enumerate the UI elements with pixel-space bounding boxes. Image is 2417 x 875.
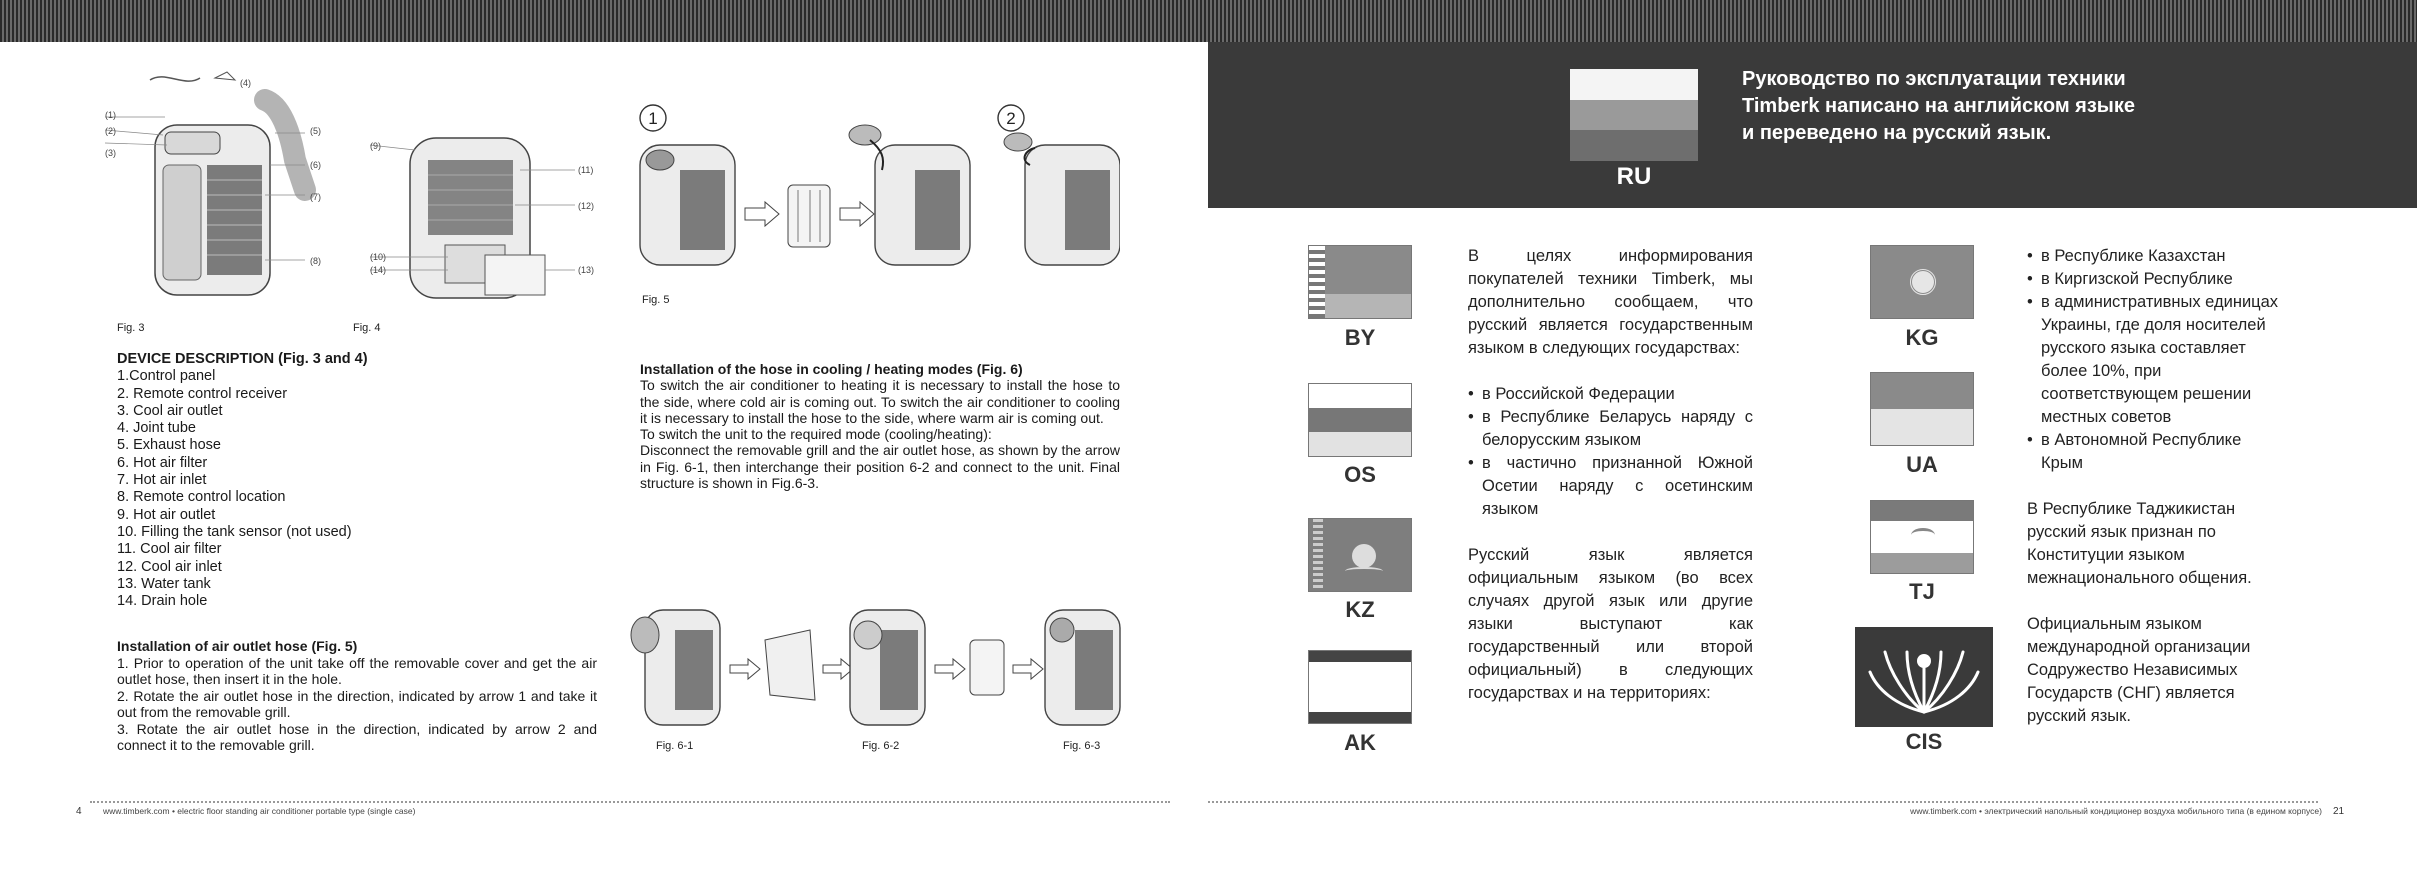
fig6-1-caption: Fig. 6-1 (656, 740, 694, 752)
fig3-label: (8) (310, 256, 321, 266)
flag-code: KZ (1345, 597, 1375, 622)
list-item: • в Республике Казахстан (2027, 245, 2285, 268)
by-flag-icon (1308, 245, 1412, 319)
cis-emblem-icon (1855, 627, 1993, 727)
flag-code: UA (1906, 452, 1938, 477)
fig3-label: (2) (105, 126, 116, 136)
list-item: 5. Exhaust hose (117, 437, 221, 454)
fig4-label: (13) (578, 265, 595, 275)
fig6-mode-switch-illustration (625, 595, 1130, 735)
page-number: 21 (2333, 806, 2345, 817)
fig3-label: (6) (310, 160, 321, 170)
fig3-label: (1) (105, 110, 116, 120)
fig3-unit-illustration (105, 70, 335, 305)
fig3-label: (3) (105, 148, 116, 158)
fig3-label: (7) (310, 192, 321, 202)
footer-divider (90, 801, 1170, 803)
list-item: 3. Rotate the air outlet hose in the direction, indicated by arrow 2 and connect it to the removable grill. (117, 720, 597, 753)
kg-flag-icon (1870, 245, 1974, 319)
ak-flag-icon (1308, 650, 1412, 724)
list-item: 1.Control panel (117, 368, 216, 385)
page-number: 4 (76, 806, 82, 817)
ua-flag-icon (1870, 372, 1974, 446)
list-item: • в Российской Федерации (1468, 383, 1753, 406)
fig4-label: (10) (370, 252, 387, 262)
list-item: 7. Hot air inlet (117, 472, 207, 489)
list-item: 14. Drain hole (117, 593, 208, 610)
list-item: 10. Filling the tank sensor (not used) (117, 523, 352, 540)
os-flag-icon (1308, 383, 1412, 457)
device-description-heading: DEVICE DESCRIPTION (Fig. 3 and 4) (117, 351, 368, 367)
list-item: 13. Water tank (117, 575, 211, 592)
fig4-caption: Fig. 4 (353, 322, 381, 334)
fig6-2-caption: Fig. 6-2 (862, 740, 900, 752)
ru-state-language-list (1468, 383, 1753, 521)
flag-code: CIS (1905, 729, 1943, 754)
list-item: 1. Prior to operation of the unit take off the removable cover and get the air outlet hose, then insert it in the hole. (117, 654, 597, 687)
step-2-label: 2 (1006, 109, 1016, 128)
list-item: • в Автономной Республике Крым (2027, 429, 2285, 475)
ru-official-territories-list (2027, 245, 2285, 475)
ru-official-paragraph: Русский язык является официальным языком (во всех случаях другой язык или другие языки выступают как государственный или второй официальный) в следующих государствах и на территориях: (1468, 546, 1753, 702)
fig5-hose-removal-illustration (620, 100, 1120, 280)
list-item: 8. Remote control location (117, 489, 286, 506)
list-item: • в Республике Беларусь наряду с белорусским языком (1468, 406, 1753, 452)
modes-paragraph: To switch the air conditioner to heating it is necessary to install the hose to the side, where cold air is coming out. To switch the air conditioner to cooling it is necessary to install the hose to the side, where warm air is coming out. (640, 377, 1120, 426)
modes-section (640, 361, 1120, 491)
step-1-label: 1 (648, 109, 658, 128)
fig4-label: (11) (578, 165, 594, 175)
header-stripe-right (1208, 0, 2417, 42)
header-stripe-left (0, 0, 1208, 42)
flag-code: AK (1344, 730, 1376, 755)
outlet-hose-section (117, 638, 597, 754)
list-item: 6. Hot air filter (117, 454, 208, 471)
fig5-caption: Fig. 5 (642, 294, 670, 306)
fig3-label: (4) (240, 78, 251, 88)
flag-code: TJ (1909, 579, 1935, 604)
fig4-unit-back-illustration (370, 130, 600, 300)
list-item: • в Киргизской Республике (2027, 268, 2285, 291)
device-description (117, 351, 417, 610)
ru-tajik-paragraph: В Республике Таджикистан русский язык признан по Конституции языком межнационального общения. (2027, 500, 2252, 587)
flag-code: BY (1344, 325, 1376, 350)
footer-text: www.timberk.com • electric floor standing air conditioner portable type (single case) (103, 806, 416, 816)
flag-code: OS (1344, 462, 1376, 487)
list-item: • в частично признанной Южной Осетии наряду с осетинским языком (1468, 452, 1753, 521)
fig4-label: (12) (578, 201, 595, 211)
fig3-label: (5) (310, 126, 321, 136)
list-item: 2. Rotate the air outlet hose in the direction, indicated by arrow 1 and take it out from the removable grill. (117, 687, 597, 720)
list-item: 9. Hot air outlet (117, 506, 216, 523)
footer-text: www.timberk.com • электрический напольный кондиционер воздуха мобильного типа (в едином корпусе) (1910, 806, 2322, 816)
list-item: • в административных единицах Украины, где доля носителей русского языка составляет более 10%, при соответствующем решении местных советов (2027, 291, 2285, 429)
list-item: 3. Cool air outlet (117, 402, 223, 419)
fig4-label: (14) (370, 265, 387, 275)
ru-intro-paragraph: В целях информирования покупателей техники Timberk, мы дополнительно сообщаем, что русский является государственным языком в следующих государствах: (1468, 247, 1753, 357)
ru-info-column-2 (2027, 245, 2285, 728)
modes-paragraph: To switch the unit to the required mode (cooling/heating): (640, 426, 992, 443)
outlet-hose-heading: Installation of air outlet hose (Fig. 5) (117, 638, 358, 654)
fig4-label: (9) (370, 141, 381, 151)
ru-flag-code: RU (1616, 163, 1652, 190)
modes-heading: Installation of the hose in cooling / heating modes (Fig. 6) (640, 361, 1023, 377)
list-item: 12. Cool air inlet (117, 558, 222, 575)
fig6-3-caption: Fig. 6-3 (1063, 740, 1101, 752)
kz-flag-icon (1308, 518, 1412, 592)
ru-cis-paragraph: Официальным языком международной организации Содружество Независимых Государств (СНГ) является русский язык. (2027, 615, 2251, 725)
list-item: 11. Cool air filter (117, 541, 222, 558)
ru-flag-icon (1570, 69, 1698, 161)
ru-banner-title: Руководство по эксплуатации техники Timberk написано на английском языке и переведено на русский язык. (1742, 68, 2136, 144)
list-item: 4. Joint tube (117, 420, 196, 437)
footer-divider (1208, 801, 2318, 803)
list-item: 2. Remote control receiver (117, 385, 288, 402)
tj-flag-icon (1870, 500, 1974, 574)
modes-paragraph: Disconnect the removable grill and the air outlet hose, as shown by the arrow in Fig. 6-1, then interchange their position 6-2 and connect to the unit. Final structure is shown in Fig.6-3. (640, 442, 1120, 492)
fig3-caption: Fig. 3 (117, 322, 145, 334)
ru-info-column-1 (1468, 245, 1753, 705)
flag-code: KG (1905, 325, 1939, 350)
